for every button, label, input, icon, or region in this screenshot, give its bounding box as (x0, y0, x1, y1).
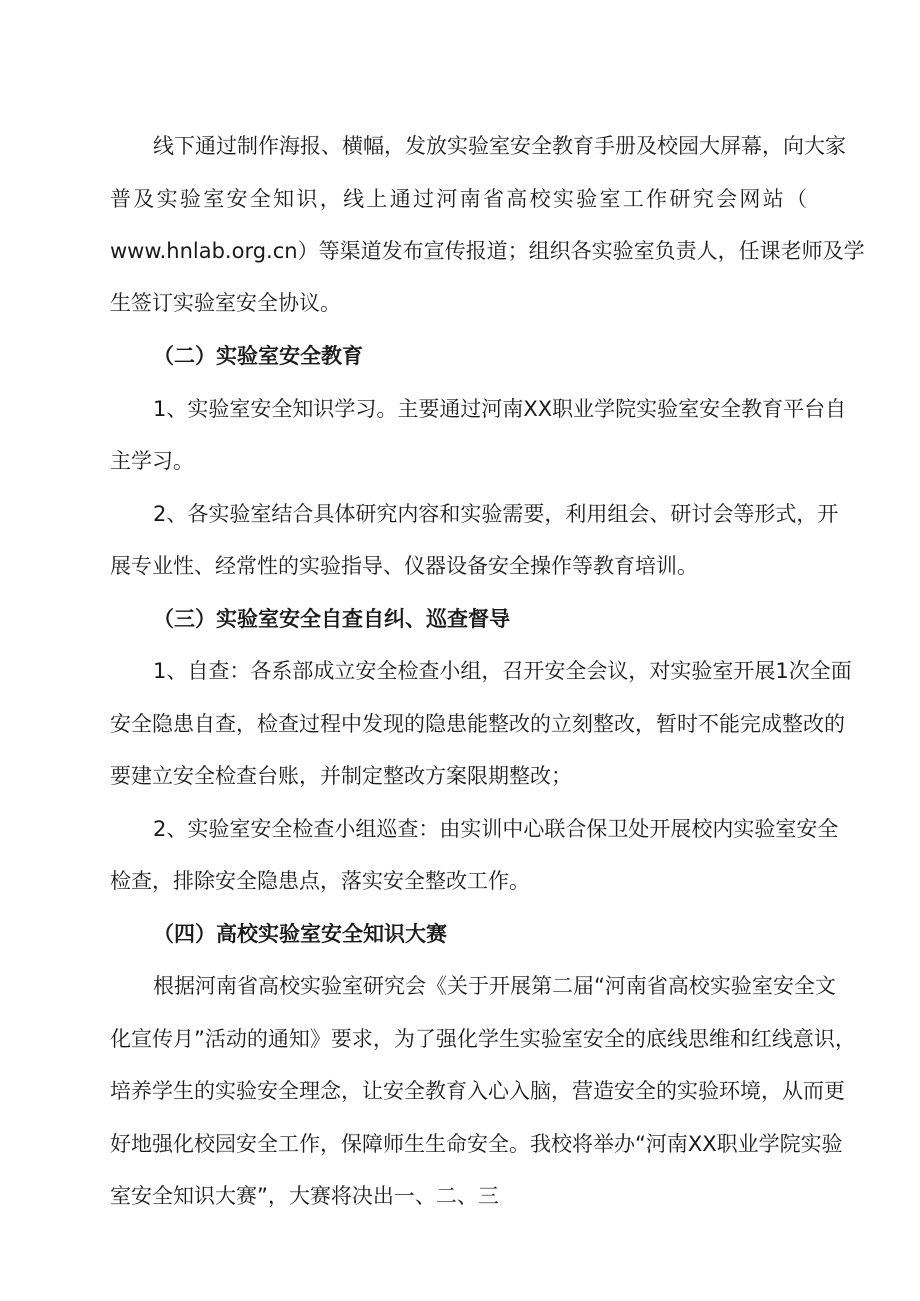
intro-line-4: 生签订实验室安全协议。 (110, 291, 341, 315)
section3-item1-line-2: 安全隐患自查，检查过程中发现的隐患能整改的立刻整改，暂时不能完成整改的 (110, 712, 845, 736)
section2-item2-line-2: 展专业性、经常性的实验指导、仪器设备安全操作等教育培训。 (110, 554, 698, 578)
section2-item1-line-2: 主学习。 (110, 449, 194, 473)
intro-line-3: www.hnlab.org.cn）等渠道发布宣传报道；组织各实验室负责人，任课老师及学 (110, 239, 865, 263)
section3-item2-line-2: 检查，排除安全隐患点，落实安全整改工作。 (110, 869, 530, 893)
section-heading-2: （二）实验室安全教育 (153, 344, 363, 368)
section4-line-2: 化宣传月”活动的通知》要求，为了强化学生实验室安全的底线思维和红线意识， (110, 1027, 856, 1051)
section4-line-3: 培养学生的实验安全理念，让安全教育入心入脑，营造安全的实验环境，从而更 (110, 1079, 845, 1103)
section-heading-4: （四）高校实验室安全知识大赛 (153, 922, 447, 946)
section4-line-1: 根据河南省高校实验室研究会《关于开展第二届“河南省高校实验室安全文 (153, 974, 836, 998)
section4-line-4: 好地强化校园安全工作，保障师生生命安全。我校将举办“河南XX职业学院实验 (110, 1132, 843, 1156)
section3-item1-line-1: 1、自查：各系部成立安全检查小组，召开安全会议，对实验室开展1次全面 (153, 659, 852, 683)
section3-item2-line-1: 2、实验室安全检查小组巡查：由实训中心联合保卫处开展校内实验室安全 (153, 817, 839, 841)
section3-item1-line-3: 要建立安全检查台账，并制定整改方案限期整改； (110, 764, 572, 788)
section2-item2-line-1: 2、各实验室结合具体研究内容和实验需要，利用组会、研讨会等形式，开 (153, 502, 839, 526)
intro-line-2: 普及实验室安全知识，线上通过河南省高校实验室工作研究会网站（ (110, 187, 807, 211)
section2-item1-line-1: 1、实验室安全知识学习。主要通过河南XX职业学院实验室安全教育平台自 (153, 397, 847, 421)
intro-line-1: 线下通过制作海报、横幅，发放实验室安全教育手册及校园大屏幕，向大家 (153, 134, 846, 158)
section4-line-5: 室安全知识大赛”，大赛将决出一、二、三 (110, 1184, 499, 1208)
section-heading-3: （三）实验室安全自查自纠、巡查督导 (153, 607, 510, 631)
